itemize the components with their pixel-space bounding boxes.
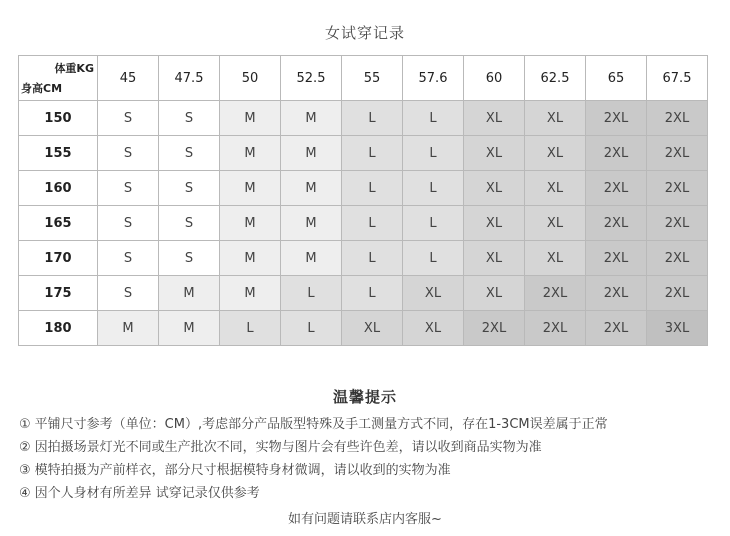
size-cell: 2XL xyxy=(647,101,708,136)
tip-number: ② xyxy=(19,440,31,455)
weight-header-cell: 55 xyxy=(342,56,403,101)
size-cell: 2XL xyxy=(586,311,647,346)
size-cell: M xyxy=(220,206,281,241)
size-cell: XL xyxy=(525,171,586,206)
size-cell: 2XL xyxy=(464,311,525,346)
size-cell: 2XL xyxy=(647,136,708,171)
size-cell: M xyxy=(220,241,281,276)
tip-item xyxy=(19,436,608,459)
contact-note: 如有问题请联系店内客服~ xyxy=(288,512,442,527)
size-cell: M xyxy=(281,206,342,241)
size-cell: L xyxy=(342,276,403,311)
tips-list xyxy=(19,413,608,505)
size-cell: S xyxy=(159,171,220,206)
page-title: 女试穿记录 xyxy=(324,24,405,42)
size-cell: S xyxy=(159,101,220,136)
size-cell: L xyxy=(403,101,464,136)
size-cell: S xyxy=(98,206,159,241)
height-header-cell: 175 xyxy=(19,276,98,311)
size-cell: XL xyxy=(525,101,586,136)
size-cell: L xyxy=(281,276,342,311)
tip-item xyxy=(19,482,608,505)
size-cell: XL xyxy=(464,136,525,171)
size-cell: L xyxy=(403,241,464,276)
size-cell: XL xyxy=(403,311,464,346)
size-cell: XL xyxy=(464,171,525,206)
size-cell: S xyxy=(98,101,159,136)
table-row xyxy=(19,241,708,276)
tip-item xyxy=(19,413,608,436)
size-cell: M xyxy=(220,171,281,206)
tip-text: 因个人身材有所差异 试穿记录仅供参考 xyxy=(34,486,260,501)
weight-header-cell: 60 xyxy=(464,56,525,101)
tip-number: ③ xyxy=(19,463,31,478)
table-corner-cell xyxy=(19,56,98,101)
table-row xyxy=(19,136,708,171)
size-cell: L xyxy=(342,136,403,171)
size-cell: M xyxy=(220,101,281,136)
table-row xyxy=(19,206,708,241)
size-cell: L xyxy=(403,136,464,171)
size-cell: 2XL xyxy=(586,276,647,311)
weight-header-cell: 67.5 xyxy=(647,56,708,101)
size-cell: S xyxy=(98,136,159,171)
tip-text: 平铺尺寸参考（单位：CM）,考虑部分产品版型特殊及手工测量方式不同，存在1-3CM误差属于正常 xyxy=(34,417,608,432)
weight-axis-label: 体重KG xyxy=(54,62,94,75)
size-cell: 2XL xyxy=(586,136,647,171)
size-cell: 2XL xyxy=(647,241,708,276)
table-header-row xyxy=(19,56,708,101)
size-cell: S xyxy=(159,206,220,241)
tip-number: ① xyxy=(19,417,31,432)
tip-number: ④ xyxy=(19,486,31,501)
height-header-cell: 150 xyxy=(19,101,98,136)
size-cell: L xyxy=(342,241,403,276)
size-cell: L xyxy=(281,311,342,346)
size-cell: 2XL xyxy=(586,241,647,276)
size-cell: M xyxy=(220,136,281,171)
size-cell: L xyxy=(342,206,403,241)
size-cell: L xyxy=(342,171,403,206)
size-cell: XL xyxy=(464,241,525,276)
size-cell: XL xyxy=(464,101,525,136)
height-header-cell: 165 xyxy=(19,206,98,241)
weight-header-cell: 65 xyxy=(586,56,647,101)
size-chart-table xyxy=(18,55,708,346)
size-cell: M xyxy=(220,276,281,311)
weight-header-cell: 45 xyxy=(98,56,159,101)
size-cell: 2XL xyxy=(525,311,586,346)
weight-header-cell: 62.5 xyxy=(525,56,586,101)
tips-title: 温馨提示 xyxy=(332,388,397,406)
size-cell: XL xyxy=(525,136,586,171)
size-cell: XL xyxy=(342,311,403,346)
table-row xyxy=(19,101,708,136)
weight-header-cell: 47.5 xyxy=(159,56,220,101)
tip-text: 模特拍摄为产前样衣，部分尺寸根据模特身材微调，请以收到的实物为准 xyxy=(34,463,451,478)
size-cell: XL xyxy=(464,206,525,241)
height-axis-label: 身高CM xyxy=(21,82,63,95)
table-row xyxy=(19,311,708,346)
height-header-cell: 180 xyxy=(19,311,98,346)
size-cell: M xyxy=(281,241,342,276)
size-cell: L xyxy=(342,101,403,136)
height-header-cell: 155 xyxy=(19,136,98,171)
size-cell: 2XL xyxy=(586,101,647,136)
size-cell: 2XL xyxy=(647,276,708,311)
size-cell: 3XL xyxy=(647,311,708,346)
size-cell: S xyxy=(159,241,220,276)
table-row xyxy=(19,276,708,311)
size-cell: M xyxy=(98,311,159,346)
size-cell: 2XL xyxy=(525,276,586,311)
weight-header-cell: 57.6 xyxy=(403,56,464,101)
size-cell: M xyxy=(281,101,342,136)
size-cell: 2XL xyxy=(647,171,708,206)
height-header-cell: 160 xyxy=(19,171,98,206)
height-header-cell: 170 xyxy=(19,241,98,276)
size-cell: L xyxy=(220,311,281,346)
tip-text: 因拍摄场景灯光不同或生产批次不同，实物与图片会有些许色差，请以收到商品实物为准 xyxy=(34,440,542,455)
size-cell: 2XL xyxy=(586,206,647,241)
size-cell: S xyxy=(98,241,159,276)
size-cell: S xyxy=(159,136,220,171)
size-cell: 2XL xyxy=(586,171,647,206)
size-cell: L xyxy=(403,171,464,206)
size-cell: S xyxy=(98,171,159,206)
size-cell: M xyxy=(159,311,220,346)
size-cell: 2XL xyxy=(647,206,708,241)
table-row xyxy=(19,171,708,206)
size-cell: M xyxy=(281,136,342,171)
size-cell: XL xyxy=(525,241,586,276)
size-cell: M xyxy=(159,276,220,311)
size-cell: XL xyxy=(403,276,464,311)
size-cell: M xyxy=(281,171,342,206)
size-cell: S xyxy=(98,276,159,311)
tip-item xyxy=(19,459,608,482)
size-cell: L xyxy=(403,206,464,241)
size-cell: XL xyxy=(525,206,586,241)
weight-header-cell: 50 xyxy=(220,56,281,101)
weight-header-cell: 52.5 xyxy=(281,56,342,101)
size-cell: XL xyxy=(464,276,525,311)
